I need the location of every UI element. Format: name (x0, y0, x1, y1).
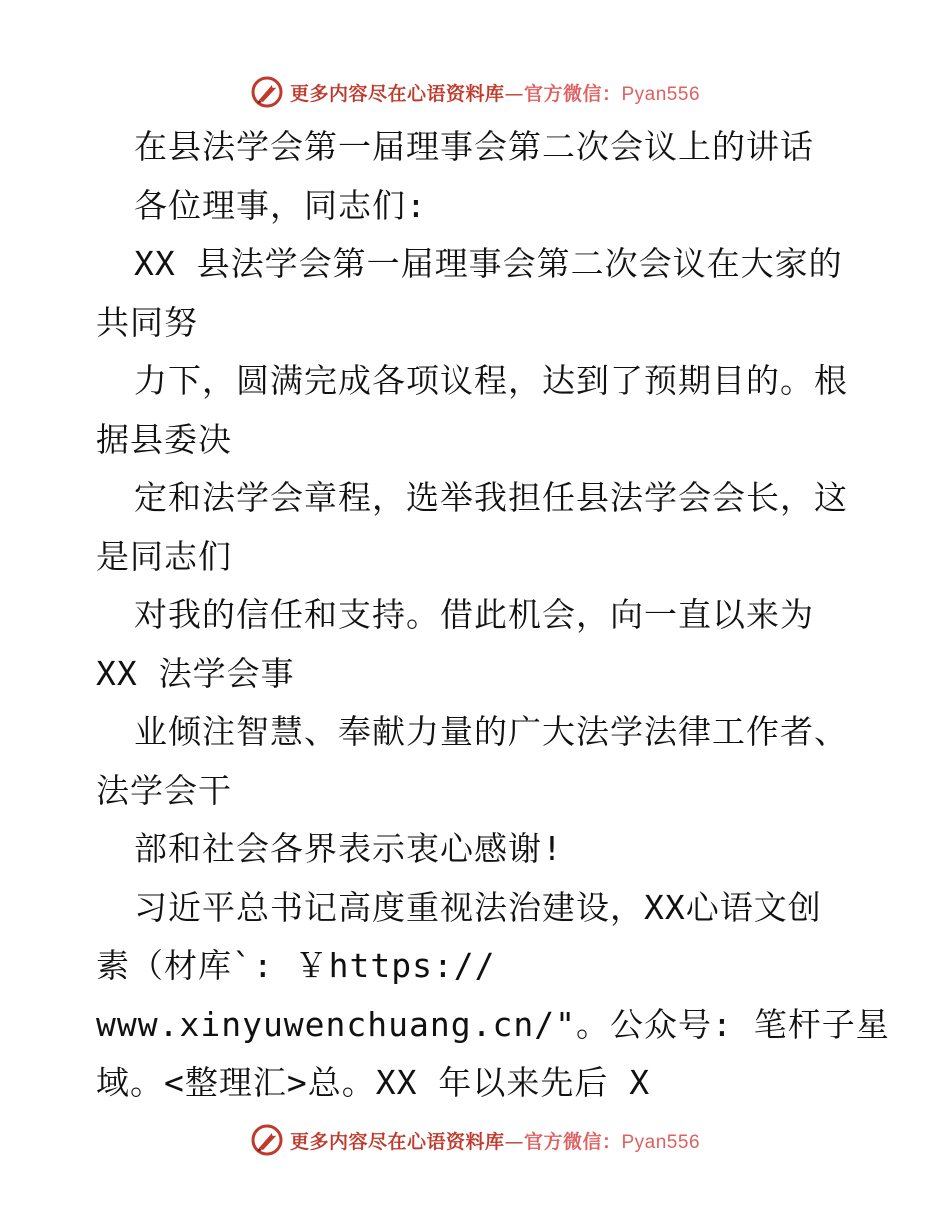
text-line: 业倾注智慧、奉献力量的广大法学法律工作者、 (134, 712, 848, 751)
text-line: 对我的信任和支持。借此机会，向一直以来为 (134, 595, 814, 634)
text-line: 域。<整理汇>总。XX 年以来先后 X (96, 1063, 651, 1102)
text-line: 法学会干 (96, 770, 232, 810)
text-line: 各位理事，同志们: (134, 185, 427, 225)
banner-separator: — (504, 1130, 524, 1153)
text-line: www.xinyuwenchuang.cn/"。公众号: 笔杆子星 (96, 1004, 890, 1044)
text-line: 习近平总书记高度重视法治建设，XX心语文创 (134, 887, 822, 927)
banner-wechat-label: 官方微信： (523, 82, 622, 105)
text-line: 定和法学会章程，选举我担任县法学会会长，这 (134, 478, 848, 517)
text-line: XX 法学会事 (96, 653, 295, 693)
text-line: 共同努 (96, 302, 198, 342)
document-body (96, 118, 890, 1113)
banner-text (290, 79, 700, 106)
banner-separator: — (504, 82, 524, 105)
pen-logo-icon (250, 1123, 284, 1157)
banner-wechat-id: Pyan556 (621, 1131, 701, 1153)
banner-text (290, 1127, 700, 1154)
footer-banner (0, 1118, 950, 1162)
banner-title: 更多内容尽在心语资料库 (289, 82, 505, 105)
text-line: 部和社会各界表示衷心感谢! (134, 829, 563, 868)
banner-title: 更多内容尽在心语资料库 (289, 1130, 505, 1153)
text-line: 素（材库`: ￥https:// (96, 946, 496, 985)
pen-logo-icon (250, 75, 284, 109)
header-banner (0, 70, 950, 114)
banner-wechat-id: Pyan556 (621, 83, 701, 105)
text-line: 据县委决 (96, 419, 232, 459)
text-line: 力下，圆满完成各项议程，达到了预期目的。根 (134, 361, 848, 400)
document-title: 在县法学会第一届理事会第二次会议上的讲话 (134, 127, 814, 166)
text-line: XX 县法学会第一届理事会第二次会议在大家的 (134, 244, 843, 283)
banner-wechat-label: 官方微信： (523, 1130, 622, 1153)
text-line: 是同志们 (96, 536, 232, 576)
